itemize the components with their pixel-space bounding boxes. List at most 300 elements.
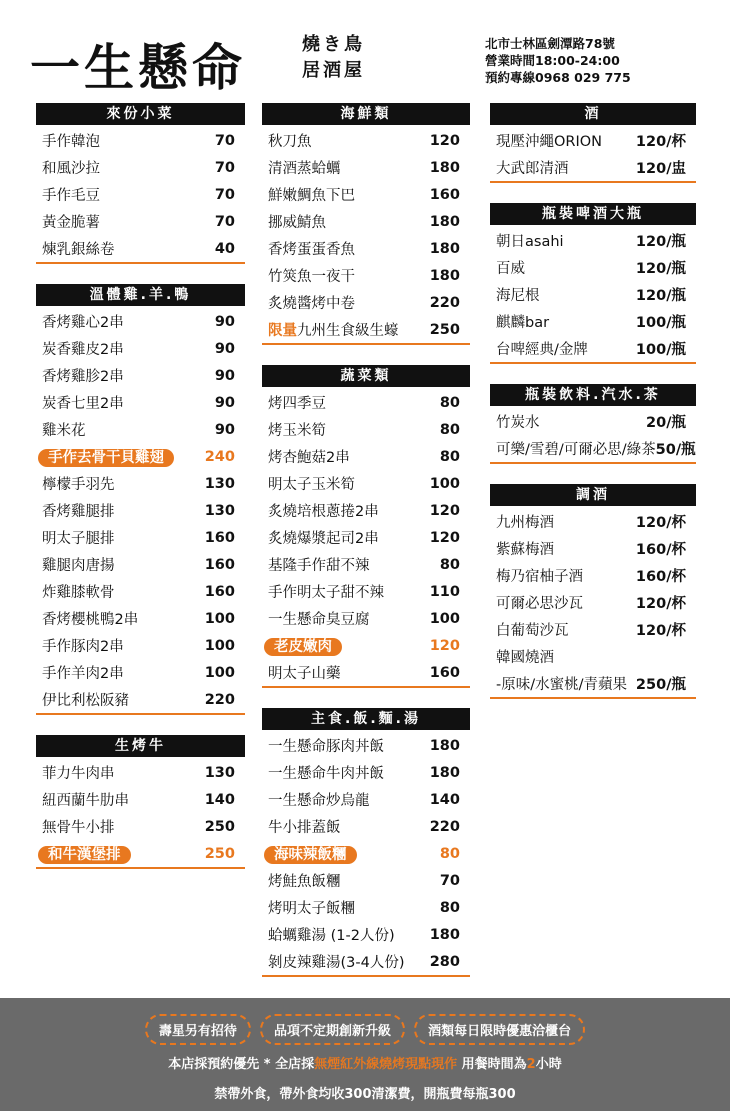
item-name-text: 紫蘇梅酒 — [496, 542, 554, 558]
menu-item — [262, 840, 470, 867]
item-name-text: 炙燒培根蔥捲2串 — [268, 504, 379, 520]
item-name — [262, 157, 341, 178]
menu-item — [36, 335, 245, 362]
item-name — [262, 446, 350, 467]
menu-item — [36, 470, 245, 497]
menu-item — [262, 154, 470, 181]
item-name-text: 雞腿肉唐揚 — [42, 558, 115, 574]
item-price: 40 — [214, 240, 235, 257]
item-price: 120/杯 — [635, 515, 686, 531]
section-title: 酒 — [490, 103, 696, 125]
item-price: 180 — [429, 737, 460, 754]
section-title: 蔬菜類 — [262, 365, 470, 387]
item-price: 220 — [429, 818, 460, 835]
menu-item — [490, 616, 696, 643]
item-name-text: 黃金脆薯 — [42, 215, 100, 231]
item-price: 90 — [214, 313, 235, 330]
item-name — [262, 500, 379, 521]
item-name — [262, 419, 326, 440]
item-price: 80 — [439, 448, 460, 465]
item-price: 80 — [439, 556, 460, 573]
birthday-badge: 壽星另有招待 — [145, 1014, 251, 1045]
item-name — [490, 619, 569, 640]
item-name-text: 一生懸命牛肉丼飯 — [268, 766, 384, 782]
item-name — [36, 662, 124, 683]
item-name — [262, 951, 405, 972]
item-name-text: 伊比利松阪豬 — [42, 693, 129, 709]
item-price: 180 — [429, 213, 460, 230]
item-name — [36, 500, 115, 521]
menu-item — [262, 894, 470, 921]
item-price: 250 — [204, 818, 235, 835]
item-price: 130 — [204, 764, 235, 781]
menu-section — [490, 484, 696, 699]
item-name-text: 炭香七里2串 — [42, 396, 124, 412]
menu-item — [262, 524, 470, 551]
item-name-text: 檸檬手羽先 — [42, 477, 115, 493]
menu-item — [490, 643, 696, 670]
menu-item — [36, 208, 245, 235]
menu-item — [262, 208, 470, 235]
item-price: 120 — [429, 132, 460, 149]
menu-section — [262, 365, 470, 688]
menu-item — [490, 562, 696, 589]
menu-item — [262, 578, 470, 605]
item-name-text: 炙燒醬烤中卷 — [268, 296, 355, 312]
menu-item — [262, 389, 470, 416]
item-price: 160/杯 — [635, 569, 686, 585]
item-name — [36, 554, 115, 575]
menu-item — [490, 281, 696, 308]
item-price: 120/杯 — [635, 596, 686, 612]
section-title: 來份小菜 — [36, 103, 245, 125]
menu-item — [36, 362, 245, 389]
item-name — [36, 843, 131, 864]
item-name — [262, 319, 399, 340]
menu-item — [490, 335, 696, 362]
brand-logo: 一生懸命 — [30, 38, 246, 97]
policy-text-c: 用餐時間為 — [457, 1057, 527, 1072]
item-price: 80 — [439, 421, 460, 438]
item-price: 250/瓶 — [635, 677, 686, 693]
item-name-text: 挪威鯖魚 — [268, 215, 326, 231]
menu-item — [36, 235, 245, 262]
policy-text-highlight: 無煙紅外線燒烤現點現作 — [314, 1057, 458, 1072]
menu-item — [262, 948, 470, 975]
address: 北市士林區劍潭路78號 — [485, 36, 615, 51]
item-name-text: 大武郎清酒 — [496, 161, 569, 177]
menu-item — [36, 524, 245, 551]
menu-item — [262, 867, 470, 894]
menu-item — [36, 840, 245, 867]
brand-subtitle — [302, 32, 365, 84]
item-price: 70 — [439, 872, 460, 889]
item-name-text: 手作羊肉2串 — [42, 666, 124, 682]
item-name-text: 蛤蠣雞湯 (1-2人份) — [268, 928, 395, 944]
menu-item — [36, 416, 245, 443]
item-price: 90 — [214, 367, 235, 384]
menu-item — [490, 254, 696, 281]
item-name — [490, 157, 569, 178]
item-name-text: 麒麟bar — [496, 315, 550, 331]
menu-item — [490, 535, 696, 562]
item-name-text: 明太子山藥 — [268, 666, 341, 682]
menu-item — [262, 632, 470, 659]
drink-offer-badge: 酒類每日限時優惠洽櫃台 — [414, 1014, 585, 1045]
item-price: 120/杯 — [635, 134, 686, 150]
menu-item — [262, 732, 470, 759]
menu-section — [490, 384, 696, 464]
menu-column-2 — [262, 103, 470, 977]
item-name-text: 可爾必思沙瓦 — [496, 596, 583, 612]
item-name-text: 明太子玉米筍 — [268, 477, 355, 493]
item-name-text: 無骨牛小排 — [42, 820, 115, 836]
item-name-text: 竹筴魚一夜干 — [268, 269, 355, 285]
item-price: 80 — [439, 845, 460, 862]
item-price: 250 — [429, 321, 460, 338]
menu-item — [36, 759, 245, 786]
menu-column-3 — [490, 103, 696, 699]
item-price: 250 — [204, 845, 235, 862]
item-name-text: 明太子腿排 — [42, 531, 115, 547]
item-price: 20/瓶 — [646, 415, 686, 431]
item-name — [490, 230, 564, 251]
subtitle-line-2: 居酒屋 — [302, 60, 365, 81]
footer-outside-food-line: 禁帶外食，帶外食均收300清潔費，開瓶費每瓶300 — [214, 1087, 516, 1102]
menu-item — [490, 670, 696, 697]
menu-section — [262, 103, 470, 345]
section-title: 主食.飯.麵.湯 — [262, 708, 470, 730]
item-name — [36, 392, 124, 413]
item-name — [36, 157, 100, 178]
menu-item — [490, 154, 696, 181]
item-price: 100 — [429, 610, 460, 627]
item-name-text: 手作去骨干貝雞翅 — [38, 449, 174, 467]
item-name-text: 雞米花 — [42, 423, 86, 439]
item-name-text: 一生懸命臭豆腐 — [268, 612, 370, 628]
item-price: 240 — [204, 448, 235, 465]
menu-item — [262, 316, 470, 343]
item-price: 120 — [429, 502, 460, 519]
section-title: 生烤牛 — [36, 735, 245, 757]
item-price: 220 — [204, 691, 235, 708]
item-name — [36, 635, 124, 656]
menu-item — [262, 470, 470, 497]
footer-policy-line — [0, 1053, 730, 1072]
item-name — [262, 292, 355, 313]
item-price: 120/瓶 — [635, 288, 686, 304]
store-info — [485, 35, 631, 86]
item-name-text: 烤玉米筍 — [268, 423, 326, 439]
item-name — [262, 392, 326, 413]
section-title: 溫體雞.羊.鴨 — [36, 284, 245, 306]
phone: 預約專線0968 029 775 — [485, 70, 631, 85]
item-name — [262, 843, 357, 864]
section-title: 瓶裝啤酒大瓶 — [490, 203, 696, 225]
item-name-text: 老皮嫩肉 — [264, 638, 342, 656]
item-name — [36, 689, 129, 710]
item-name — [490, 130, 602, 151]
item-price: 120/杯 — [635, 623, 686, 639]
menu-item — [262, 262, 470, 289]
menu-item — [262, 551, 470, 578]
item-name-text: -原味/水蜜桃/青蘋果 — [496, 677, 628, 693]
menu-item — [36, 181, 245, 208]
item-price: 220 — [429, 294, 460, 311]
item-name-text: 和風沙拉 — [42, 161, 100, 177]
item-name — [490, 311, 549, 332]
item-name-text: 牛小排蓋飯 — [268, 820, 341, 836]
item-price: 90 — [214, 394, 235, 411]
item-price: 180 — [429, 764, 460, 781]
item-price: 100 — [204, 664, 235, 681]
item-name-text: 台啤經典/金牌 — [496, 342, 588, 358]
menu-item — [262, 443, 470, 470]
menu-section — [490, 203, 696, 364]
item-name — [36, 527, 115, 548]
item-price: 180 — [429, 926, 460, 943]
item-name — [490, 284, 540, 305]
item-price: 160/杯 — [635, 542, 686, 558]
menu-item — [262, 813, 470, 840]
item-name — [36, 789, 129, 810]
menu-item — [36, 786, 245, 813]
menu-item — [262, 921, 470, 948]
menu-item — [490, 408, 696, 435]
menu-item — [490, 227, 696, 254]
item-name-text: 鮮嫩鯛魚下巴 — [268, 188, 355, 204]
menu-item — [490, 508, 696, 535]
item-name-text: 朝日asahi — [496, 234, 564, 250]
item-price: 70 — [214, 159, 235, 176]
item-name — [490, 646, 554, 667]
menu-item — [262, 181, 470, 208]
item-name-text: 白葡萄沙瓦 — [496, 623, 569, 639]
menu-item — [36, 632, 245, 659]
item-name-text: 百威 — [496, 261, 525, 277]
menu-item — [490, 308, 696, 335]
item-name — [490, 538, 554, 559]
item-price: 110 — [429, 583, 460, 600]
item-name-text: 手作韓泡 — [42, 134, 100, 150]
menu-section — [490, 103, 696, 183]
item-name-text: 秋刀魚 — [268, 134, 312, 150]
item-name — [36, 446, 174, 467]
item-name — [262, 897, 355, 918]
item-price: 100 — [204, 610, 235, 627]
item-name — [36, 184, 100, 205]
item-price: 120/盅 — [635, 161, 686, 177]
item-price: 160 — [429, 664, 460, 681]
item-name — [262, 816, 341, 837]
item-name — [262, 789, 370, 810]
item-name — [36, 608, 138, 629]
menu-item — [36, 659, 245, 686]
item-name-text: 手作毛豆 — [42, 188, 100, 204]
item-name-text: 剝皮辣雞湯(3-4人份) — [268, 955, 405, 971]
hours: 營業時間18:00-24:00 — [485, 53, 620, 68]
footer-badges — [0, 1014, 730, 1045]
item-name — [490, 338, 588, 359]
item-name — [490, 511, 554, 532]
item-name-text: 炭香雞皮2串 — [42, 342, 124, 358]
item-name-text: 烤鮭魚飯糰 — [268, 874, 341, 890]
menu-item — [262, 659, 470, 686]
policy-hours: 2 — [526, 1057, 536, 1072]
item-name-text: 香烤雞胗2串 — [42, 369, 124, 385]
menu-column-1 — [36, 103, 245, 869]
item-price: 160 — [429, 186, 460, 203]
menu-section — [36, 284, 245, 715]
item-price: 130 — [204, 475, 235, 492]
section-title: 海鮮類 — [262, 103, 470, 125]
item-name-text: 一生懸命豚肉丼飯 — [268, 739, 384, 755]
menu-item — [36, 443, 245, 470]
item-price: 160 — [204, 556, 235, 573]
item-name-text: 香烤蛋蛋香魚 — [268, 242, 355, 258]
item-name-text: 炸雞膝軟骨 — [42, 585, 115, 601]
item-price: 80 — [439, 394, 460, 411]
item-name-text: 九州梅酒 — [496, 515, 554, 531]
menu-item — [262, 786, 470, 813]
menu-item — [36, 389, 245, 416]
menu-item — [36, 578, 245, 605]
item-price: 100/瓶 — [635, 342, 686, 358]
item-name-text: 紐西蘭牛肋串 — [42, 793, 129, 809]
item-price: 180 — [429, 267, 460, 284]
item-name — [36, 338, 124, 359]
item-name — [36, 581, 115, 602]
menu-item — [36, 127, 245, 154]
item-name-text: 九州生食級生蠔 — [297, 323, 399, 339]
item-price: 50/瓶 — [655, 442, 696, 458]
item-name-text: 基隆手作甜不辣 — [268, 558, 370, 574]
footer — [0, 998, 730, 1111]
item-name — [262, 184, 355, 205]
item-price: 120 — [429, 529, 460, 546]
item-price: 130 — [204, 502, 235, 519]
item-name — [490, 565, 583, 586]
menu-item — [36, 497, 245, 524]
item-price: 70 — [214, 132, 235, 149]
menu-item — [262, 289, 470, 316]
menu-item — [36, 551, 245, 578]
menu-section — [36, 735, 245, 869]
menu-item — [262, 127, 470, 154]
item-name-text: 韓國燒酒 — [496, 650, 554, 666]
item-price: 140 — [429, 791, 460, 808]
item-name-text: 烤四季豆 — [268, 396, 326, 412]
item-name-text: 手作明太子甜不辣 — [268, 585, 384, 601]
item-name-text: 香烤櫻桃鴨2串 — [42, 612, 139, 628]
menu-item — [36, 154, 245, 181]
item-name — [262, 662, 341, 683]
item-name — [490, 257, 525, 278]
item-name — [262, 238, 355, 259]
item-name-text: 一生懸命炒烏龍 — [268, 793, 370, 809]
item-price: 90 — [214, 340, 235, 357]
item-price: 140 — [204, 791, 235, 808]
item-name-text: 香烤雞腿排 — [42, 504, 115, 520]
item-name — [262, 211, 326, 232]
section-title: 瓶裝飲料.汽水.茶 — [490, 384, 696, 406]
menu-item — [490, 589, 696, 616]
item-name — [262, 130, 312, 151]
item-name-text: 和牛漢堡排 — [38, 846, 131, 864]
item-price: 120 — [429, 637, 460, 654]
item-name — [262, 527, 379, 548]
item-price: 80 — [439, 899, 460, 916]
menu-item — [36, 605, 245, 632]
item-name-text: 可樂/雪碧/可爾必思/綠茶 — [496, 442, 656, 458]
item-name — [36, 419, 86, 440]
item-name — [262, 265, 355, 286]
item-price: 120/瓶 — [635, 261, 686, 277]
item-name — [262, 635, 342, 656]
menu-item — [262, 605, 470, 632]
innovation-badge: 品項不定期創新升級 — [260, 1014, 405, 1045]
section-title: 調酒 — [490, 484, 696, 506]
item-name-text: 炙燒爆漿起司2串 — [268, 531, 379, 547]
item-name — [36, 816, 115, 837]
item-name-text: 清酒蒸蛤蠣 — [268, 161, 341, 177]
item-name — [490, 411, 540, 432]
item-name-text: 竹炭水 — [496, 415, 540, 431]
item-name — [36, 211, 100, 232]
item-name-text: 海味辣飯糰 — [264, 846, 357, 864]
menu-item — [262, 759, 470, 786]
subtitle-line-1: 燒き鳥 — [302, 34, 365, 55]
policy-text-a: 本店採預約優先 * 全店採 — [168, 1057, 315, 1072]
item-name-text: 香烤雞心2串 — [42, 315, 124, 331]
menu-item — [36, 308, 245, 335]
item-price: 100 — [429, 475, 460, 492]
item-name — [490, 592, 583, 613]
item-name — [36, 311, 124, 332]
item-name — [36, 762, 115, 783]
item-price: 280 — [429, 953, 460, 970]
menu-item — [490, 435, 696, 462]
item-price: 100/瓶 — [635, 315, 686, 331]
item-name-text: 菲力牛肉串 — [42, 766, 115, 782]
item-name — [262, 581, 384, 602]
item-name — [490, 673, 627, 694]
item-price: 160 — [204, 583, 235, 600]
limited-tag: 限量 — [268, 323, 297, 339]
item-name — [36, 365, 124, 386]
item-name-text: 烤明太子飯糰 — [268, 901, 355, 917]
item-price: 90 — [214, 421, 235, 438]
policy-text-e: 小時 — [535, 1057, 562, 1072]
item-name — [262, 762, 384, 783]
menu-item — [36, 813, 245, 840]
item-name — [262, 473, 355, 494]
menu-section — [36, 103, 245, 264]
item-name — [262, 924, 395, 945]
menu-section — [262, 708, 470, 977]
menu-item — [490, 127, 696, 154]
item-name-text: 手作豚肉2串 — [42, 639, 124, 655]
item-name-text: 海尼根 — [496, 288, 540, 304]
item-price: 70 — [214, 186, 235, 203]
item-name — [262, 735, 384, 756]
menu-item — [36, 686, 245, 713]
item-price: 180 — [429, 159, 460, 176]
item-name-text: 現壓沖繩ORION — [496, 134, 603, 150]
item-price: 100 — [204, 637, 235, 654]
item-name-text: 烤杏鮑菇2串 — [268, 450, 350, 466]
menu-item — [262, 416, 470, 443]
